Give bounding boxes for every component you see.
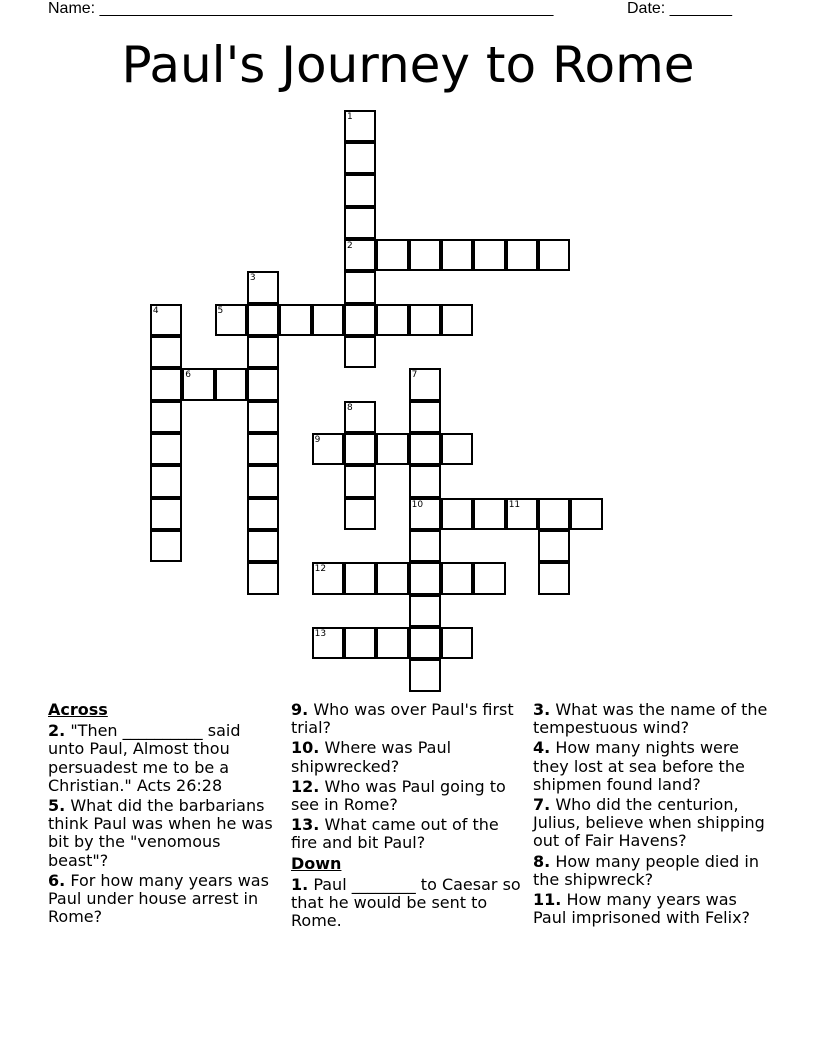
crossword-cell[interactable] (473, 498, 505, 530)
crossword-cell[interactable] (409, 530, 441, 562)
clue-number: 12. (291, 776, 320, 796)
clue-text: How many nights were they lost at sea before the shipmen found land? (533, 738, 745, 794)
crossword-cell[interactable] (344, 627, 376, 659)
clue-text: How many years was Paul imprisoned with Felix? (533, 890, 751, 928)
crossword-cell[interactable] (409, 595, 441, 627)
across-heading: Across (48, 700, 108, 719)
crossword-cell[interactable] (247, 530, 279, 562)
crossword-cell[interactable] (409, 401, 441, 433)
crossword-cell[interactable] (150, 530, 182, 562)
crossword-cell[interactable] (376, 304, 408, 336)
clue-number: 6. (48, 870, 66, 890)
crossword-cell[interactable] (376, 239, 408, 271)
cell-number: 10 (411, 499, 424, 510)
clue-across-5 (48, 797, 280, 870)
crossword-cell[interactable] (247, 401, 279, 433)
crossword-cell[interactable] (150, 368, 182, 400)
crossword-cell[interactable] (376, 433, 408, 465)
cell-number: 1 (346, 111, 353, 122)
clue-across-9 (291, 701, 523, 737)
cell-number: 6 (185, 370, 191, 381)
crossword-cell[interactable] (344, 433, 376, 465)
crossword-cell[interactable] (150, 498, 182, 530)
crossword-cell[interactable] (473, 239, 505, 271)
crossword-cell[interactable] (344, 271, 376, 303)
crossword-cell[interactable] (538, 530, 570, 562)
crossword-cell[interactable] (344, 304, 376, 336)
cell-number: 9 (314, 435, 321, 445)
clue-column-3 (533, 701, 771, 929)
clue-down-8 (533, 853, 771, 889)
clue-number: 4. (533, 738, 551, 758)
crossword-cell[interactable] (409, 465, 441, 497)
clue-number: 2. (48, 721, 66, 741)
crossword-cell[interactable] (247, 465, 279, 497)
crossword-cell[interactable] (538, 239, 570, 271)
cell-number: 12 (314, 564, 327, 575)
clue-text: What was the name of the tempestuous wind? (533, 700, 768, 738)
crossword-cell[interactable] (247, 336, 279, 368)
cell-number: 5 (217, 305, 224, 316)
clue-number: 7. (533, 795, 551, 815)
crossword-cell[interactable] (506, 239, 538, 271)
crossword-cell[interactable] (150, 336, 182, 368)
clue-number: 13. (291, 815, 320, 835)
clue-down-4 (533, 739, 771, 794)
clue-text: Who did the centurion, Julius, believe when shipping out of Fair Havens? (533, 795, 765, 851)
clue-text: For how many years was Paul under house arrest in Rome? (48, 870, 269, 927)
crossword-cell[interactable] (344, 498, 376, 530)
cell-number: 3 (249, 273, 256, 284)
crossword-cell[interactable] (441, 433, 473, 465)
crossword-cell[interactable] (441, 562, 473, 594)
clue-number: 10. (291, 738, 320, 758)
crossword-cell[interactable] (150, 465, 182, 497)
clue-column-1 (48, 701, 280, 928)
cell-number: 13 (314, 629, 327, 640)
clue-down-1 (291, 876, 523, 931)
crossword-cell[interactable] (409, 239, 441, 271)
crossword-cell[interactable] (344, 142, 376, 174)
clue-across-10 (291, 739, 523, 775)
clue-number: 1. (291, 874, 309, 894)
crossword-cell[interactable] (247, 433, 279, 465)
clue-text: "Then __________ said unto Paul, Almost thou persuadest me to be a Christian." Acts 26:28 (48, 721, 241, 795)
clue-number: 11. (533, 890, 562, 910)
crossword-cell[interactable] (376, 562, 408, 594)
crossword-cell[interactable] (441, 627, 473, 659)
clue-text: Paul ________ to Caesar so that he would be sent to Rome. (291, 874, 521, 931)
cell-number: 11 (508, 499, 521, 510)
clue-text: Who was Paul going to see in Rome? (291, 776, 506, 815)
cell-number: 2 (346, 240, 353, 251)
crossword-cell[interactable] (247, 304, 279, 336)
crossword-cell[interactable] (150, 401, 182, 433)
crossword-cell[interactable] (279, 304, 311, 336)
crossword-cell[interactable] (473, 562, 505, 594)
crossword-cell[interactable] (344, 207, 376, 239)
page-title: Paul's Journey to Rome (121, 36, 695, 94)
crossword-cell[interactable] (409, 659, 441, 691)
clue-column-2 (291, 701, 523, 932)
clue-across-2 (48, 722, 280, 795)
clue-text: What came out of the fire and bit Paul? (291, 815, 499, 853)
clue-number: 8. (533, 851, 551, 871)
clue-across-6 (48, 872, 280, 927)
name-field-label: Name: ___________________________________________________ (48, 0, 554, 17)
crossword-cell[interactable] (344, 465, 376, 497)
crossword-cell[interactable] (570, 498, 602, 530)
crossword-cell[interactable] (247, 368, 279, 400)
crossword-cell[interactable] (538, 498, 570, 530)
crossword-cell[interactable] (409, 627, 441, 659)
crossword-cell[interactable] (344, 174, 376, 206)
crossword-cell[interactable] (441, 304, 473, 336)
cell-number: 7 (411, 370, 418, 381)
date-field-label: Date: _______ (627, 0, 732, 17)
clue-across-12 (291, 778, 523, 814)
clue-down-11 (533, 891, 771, 927)
clue-down-7 (533, 796, 771, 851)
crossword-cell[interactable] (409, 562, 441, 594)
cell-number: 8 (346, 402, 353, 413)
clue-text: Who was over Paul's first trial? (291, 700, 514, 738)
clue-text: What did the barbarians think Paul was when he was bit by the "venomous beast"? (48, 796, 273, 870)
crossword-cell[interactable] (247, 498, 279, 530)
clue-down-3 (533, 701, 771, 737)
crossword-cell[interactable] (441, 239, 473, 271)
crossword-cell[interactable] (247, 562, 279, 594)
down-heading: Down (291, 853, 342, 873)
crossword-cell[interactable] (441, 498, 473, 530)
crossword-cell[interactable] (409, 304, 441, 336)
clue-number: 5. (48, 796, 66, 816)
crossword-cell[interactable] (376, 627, 408, 659)
clue-across-13 (291, 816, 523, 852)
clue-text: Where was Paul shipwrecked? (291, 738, 452, 776)
clue-text: How many people died in the shipwreck? (533, 851, 759, 889)
crossword-cell[interactable] (150, 433, 182, 465)
clue-number: 3. (533, 700, 551, 719)
crossword-cell[interactable] (538, 562, 570, 594)
clue-number: 9. (291, 700, 309, 719)
crossword-cell[interactable] (312, 304, 344, 336)
cell-number: 4 (152, 305, 159, 316)
crossword-cell[interactable] (409, 433, 441, 465)
crossword-cell[interactable] (344, 562, 376, 594)
crossword-cell[interactable] (215, 368, 247, 400)
crossword-cell[interactable] (344, 336, 376, 368)
